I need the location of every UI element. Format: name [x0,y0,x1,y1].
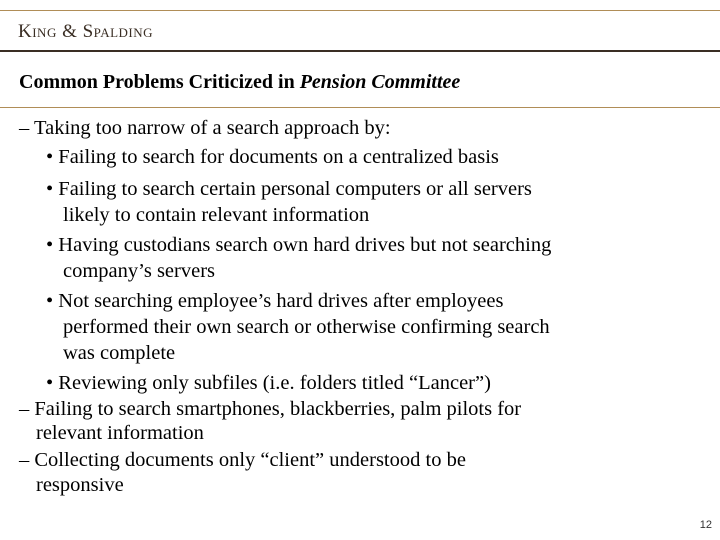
list-item: • Having custodians search own hard drives but not searching [46,234,552,256]
list-item-continuation: likely to contain relevant information [63,204,370,226]
top-gold-rule [0,10,720,11]
slide-title-italic: Pension Committee [299,71,461,93]
title-divider [0,107,720,108]
logo-divider [0,50,720,52]
list-item-continuation: was complete [63,342,176,364]
list-item-continuation: relevant information [36,422,204,444]
king-spalding-logo: King & Spalding [18,21,154,42]
list-item: – Failing to search smartphones, blackberries, palm pilots for [19,398,522,420]
slide-title-main: Common Problems Criticized in [19,71,300,93]
list-item-continuation: company’s servers [63,260,215,282]
list-item: • Not searching employee’s hard drives after employees [46,290,504,312]
list-item-continuation: responsive [36,474,124,496]
list-item: • Reviewing only subfiles (i.e. folders titled “Lancer”) [46,372,491,394]
list-item: – Collecting documents only “client” understood to be [19,449,466,471]
list-item-continuation: performed their own search or otherwise confirming search [63,316,550,338]
page-number: 12 [699,519,712,531]
slide-title [19,70,460,94]
list-item: – Taking too narrow of a search approach by: [19,117,391,139]
list-item: • Failing to search certain personal computers or all servers [46,178,532,200]
list-item: • Failing to search for documents on a centralized basis [46,146,499,168]
